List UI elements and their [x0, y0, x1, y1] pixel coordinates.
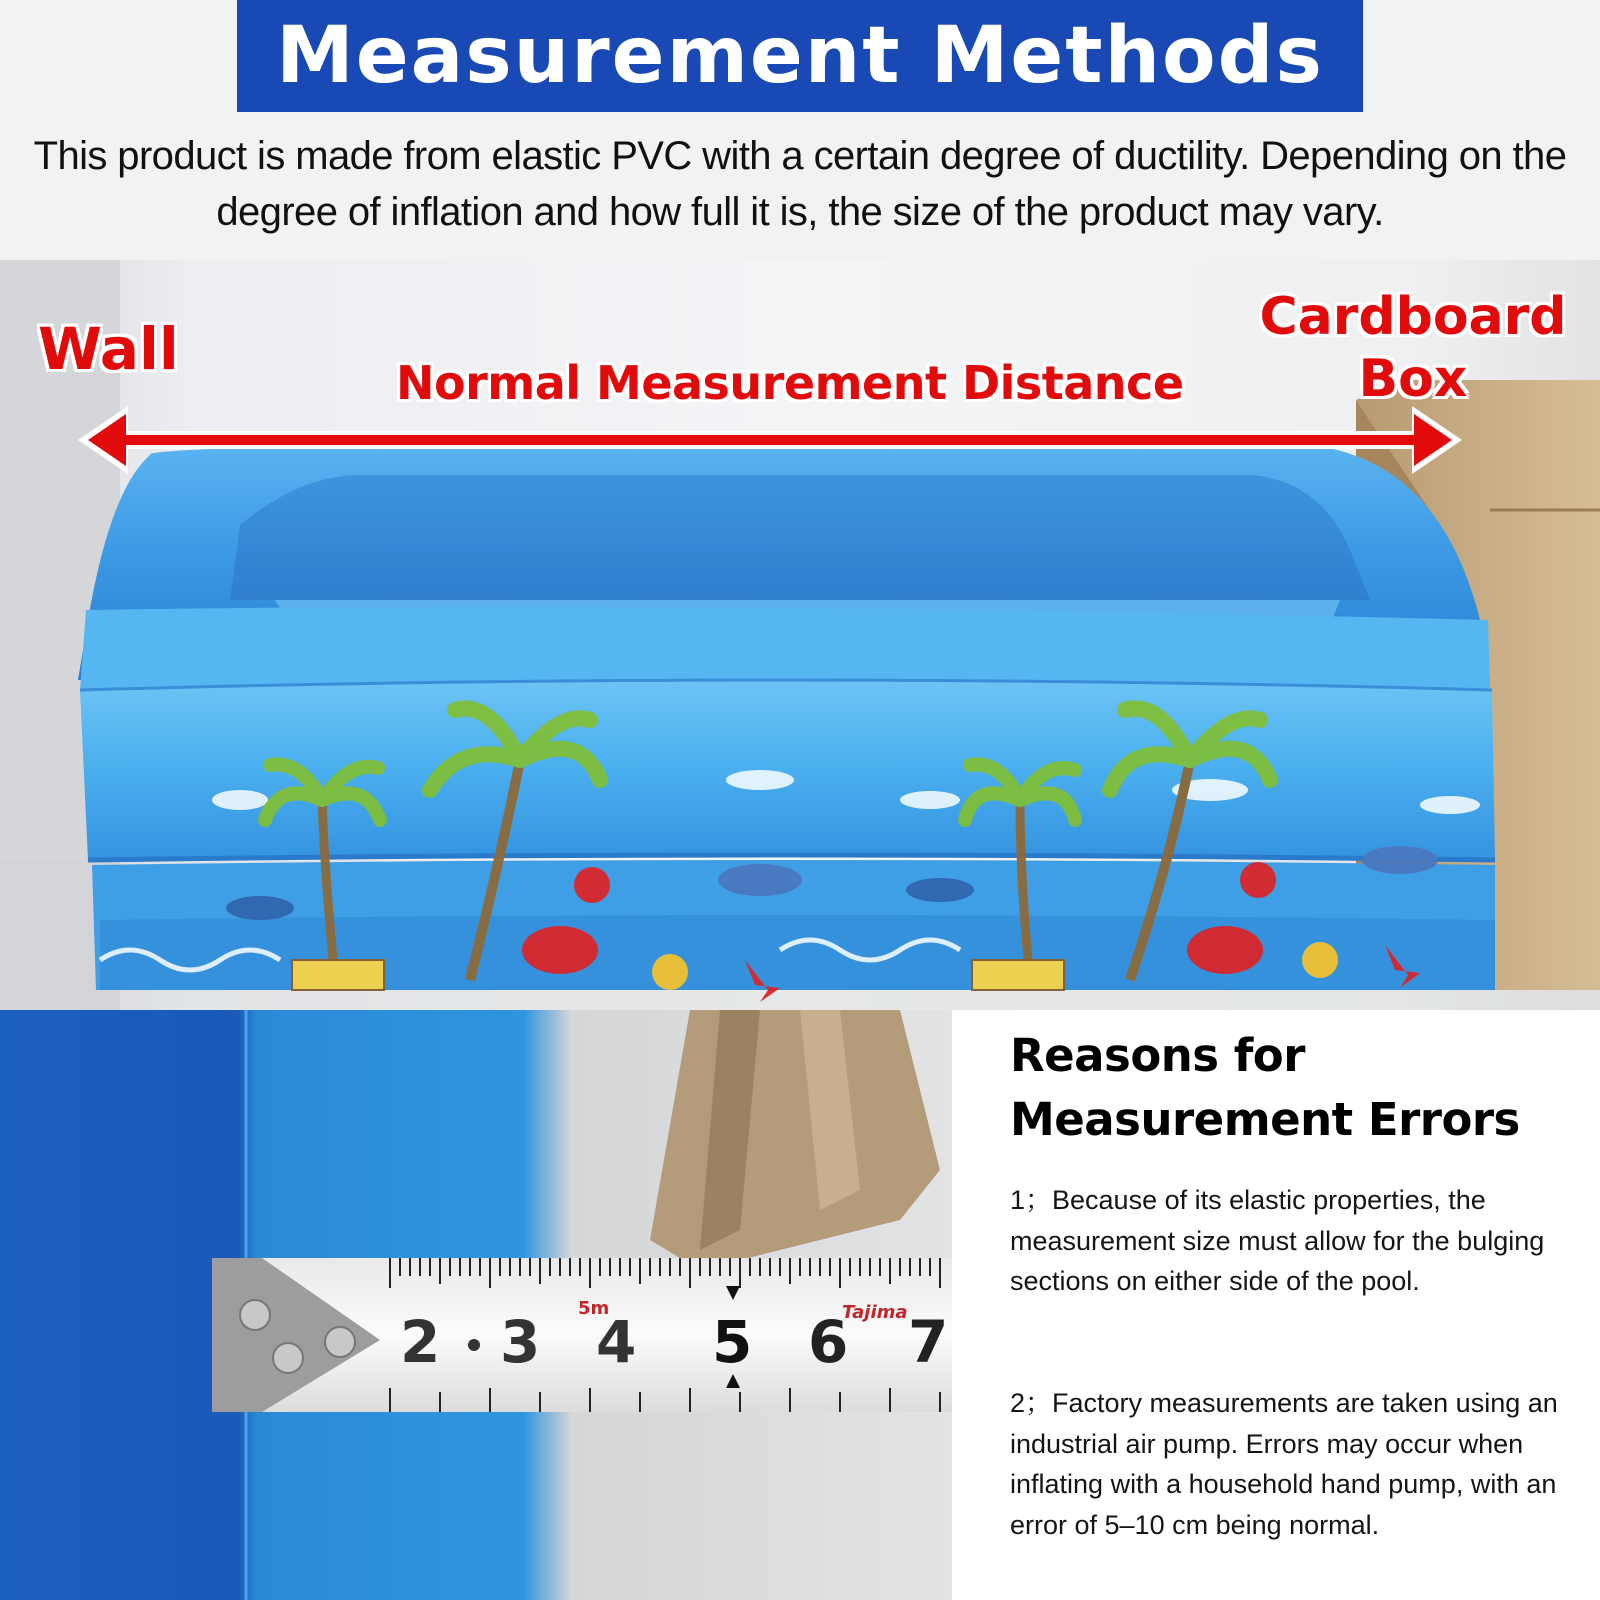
tape-number-4: 4 — [596, 1308, 637, 1376]
cardboard-box-label: Cardboard Box — [1259, 287, 1567, 409]
header — [0, 0, 1600, 260]
page-title: Measurement Methods — [276, 11, 1324, 101]
tape-number-3: 3 — [500, 1308, 541, 1376]
tape-brand: Tajima — [842, 1302, 908, 1323]
tape-number-2: 2 — [400, 1308, 441, 1376]
tape-number-6: 6 — [808, 1308, 849, 1376]
wall-label: Wall — [38, 315, 179, 383]
tape-measure-illustration — [0, 1010, 952, 1600]
intro-text: This product is made from elastic PVC with a certain degree of ductility. Depending on the degree of inflation and how full it is, the size of the product may vary. — [33, 134, 1567, 234]
warning-sign — [292, 960, 384, 990]
title-banner — [237, 0, 1363, 112]
tape-measure-photo — [0, 1010, 952, 1600]
tape-number-7: 7 — [908, 1308, 949, 1376]
reason-item-1: 1；Because of its elastic properties, the measurement size must allow for the bulging sections on either side of the pool. — [1010, 1185, 1545, 1296]
tape-number-5: 5 — [712, 1308, 753, 1376]
pool-photo — [0, 260, 1600, 1010]
distance-label: Normal Measurement Distance — [396, 356, 1184, 410]
reasons-heading: Reasons for Measurement Errors — [1010, 1029, 1520, 1146]
reasons-panel — [952, 1010, 1600, 1600]
tape-marking: 5m — [578, 1298, 610, 1319]
reason-item-2: 2；Factory measurements are taken using an industrial air pump. Errors may occur when inflating with a household hand pump, with an error of 5–10 cm being normal. — [1010, 1388, 1558, 1540]
